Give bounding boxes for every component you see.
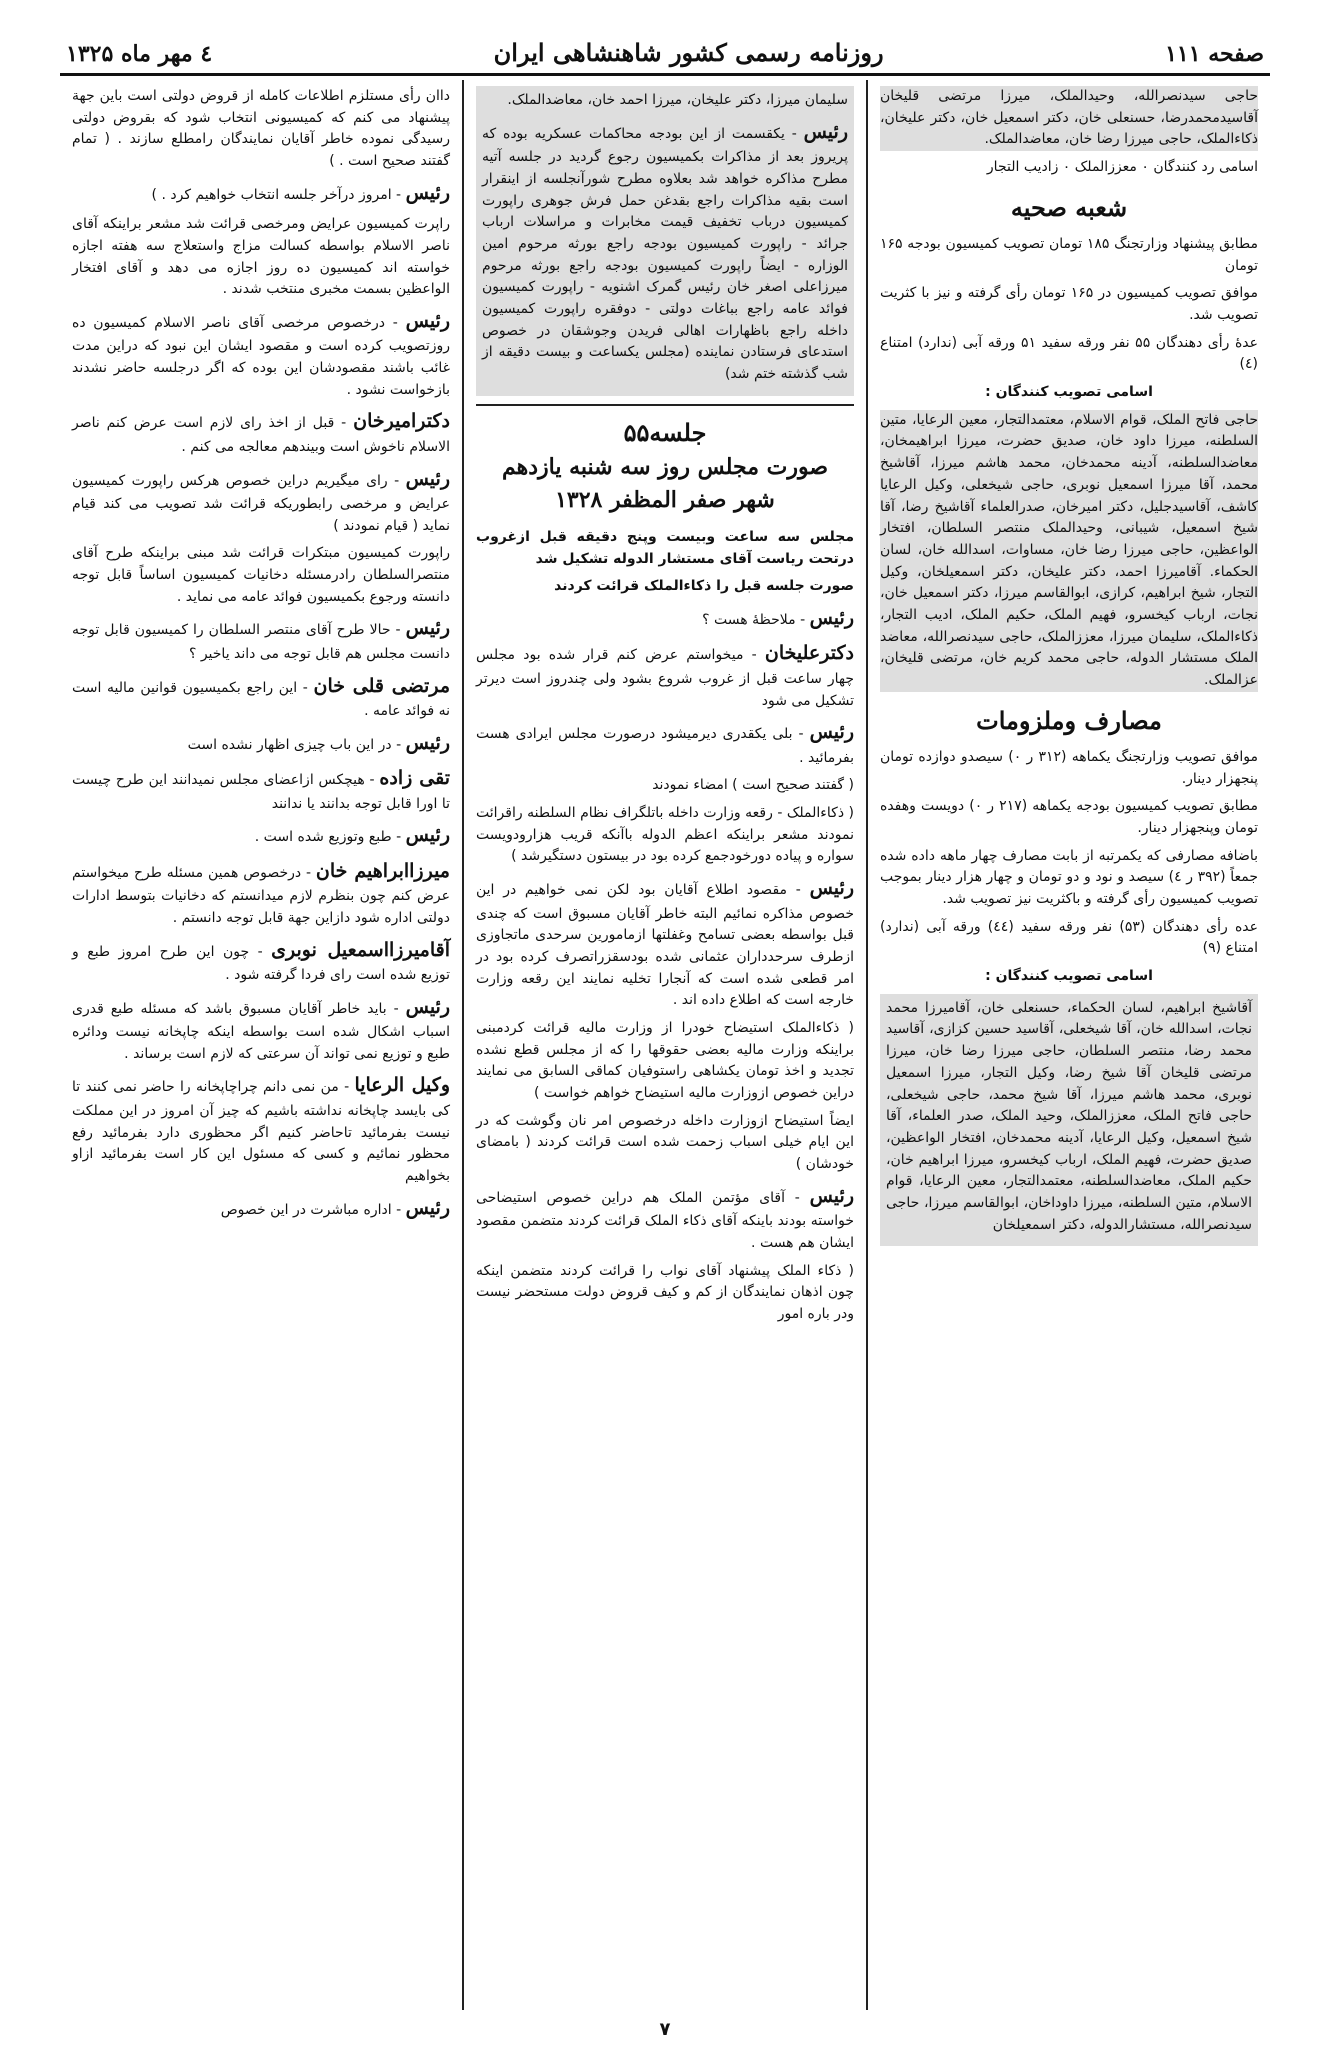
speech-text: - اداره مباشرت در این خصوص <box>220 1201 402 1218</box>
speech-text: - هیچکس ازاعضای مجلس نمیدانند این طرح چیست تا اورا قابل توجه بدانند یا ندانند <box>72 772 450 812</box>
speaker-name: تقی زاده <box>379 767 450 790</box>
section-heading-health: شعبه صحیه <box>1010 192 1128 222</box>
speaker-name: رئیس <box>809 1184 854 1207</box>
speech-text: - درخصوص مرخصی آقای ناصر الاسلام کمیسیون ده روزتصویب کرده است و مقصود ایشان این نبود که دراین مدت غائب باشند مقصودشان این بوده که اگر درجلسه حاضر نشدند بازخواست نشود . <box>72 314 450 398</box>
speaker-name: رئیس <box>405 995 451 1018</box>
paragraph <box>476 639 854 712</box>
speaker-name: دکترامیرخان <box>353 410 451 433</box>
paragraph: عده رأی دهندگان (۵۳) نفر ورقه سفید (٤٤) ورقه آبی (ندارد) امتناع (۹) <box>880 918 1258 957</box>
paragraph: اسامی رد کنندگان ۰ معززالملک ۰ زادیب التجار <box>986 159 1258 176</box>
approvers-list-2 <box>880 994 1258 1247</box>
paragraph: ( ذکاءالملک - رقعه وزارت داخله باتلگراف نظام السلطنه راقرائت نمودند مشعر براینکه اعظم الدوله باآنکه قریب هزارودویست سواره و پیاده دورخودجمع کرده بود در بیستون دستگیرشد ) <box>476 805 854 865</box>
speech-text: - بلی یکقدری دیرمیشود درصورت مجلس ایرادی هست بفرمائید . <box>476 726 854 766</box>
speaker-name: رئیس <box>405 731 450 754</box>
speaker-name: میرزاابراهیم خان <box>315 859 450 882</box>
approvers-list-1 <box>880 410 1258 692</box>
paragraph: آقاشیخ ابراهیم، لسان الحکماء، حسنعلی خان، آقامیرزا محمد نجات، اسدالله خان، آقا شیخعلی، آقاسید حسین کزازی، آقاسید محمد رضا، منتصر السلطان، حاجی میرزا رضا خان، میرزا مرتضی قلیخان آقا شیخ رضا، وکیل التجار، میرزا اسمعیل نوبری، محمد هاشم میرزا، آقا شیخ محمد، حاجی شیخعلی، حاجی فاتح الملک، معززالملک، وحید الملک، صدر العلماء، آقا شیخ اسمعیل، وکیل الرعایا، آدینه محمدخان، افتخار الواعظین، صدیق حضرت، فهیم الملک، ارباب کیخسرو، میرزا ابراهیم خان، حکیم الملک، معاضدالسلطنه، معتمدالتجار، معین الرعایا، قوام الاسلام، متین السلطنه، میرزا داوداخان، ابوالقاسم میرزا، حاجی سیدنصرالله، مستشارالدوله، دکتر اسمعیلخان <box>886 999 1252 1233</box>
paragraph <box>72 307 450 402</box>
paragraph <box>72 764 450 815</box>
paragraph <box>72 936 450 987</box>
right-shaded-intro <box>880 86 1258 151</box>
paragraph <box>72 1194 450 1223</box>
speaker-name: رئیس <box>405 467 450 490</box>
paragraph: ایضاً استیضاح ازوزارت داخله درخصوص امر نان وگوشت که در این ایام خیلی اسباب زحمت شده است قرائت کردند ( بامضای خودشان ) <box>476 1112 854 1173</box>
paragraph <box>476 1182 854 1255</box>
newspaper-title: روزنامه رسمی کشور شاهنشاهی ایران <box>493 38 884 67</box>
speaker-name: دکترعلیخان <box>764 642 854 665</box>
paragraph <box>72 672 450 723</box>
speech-text: - باید خاطر آقایان مسبوق باشد که مسئله طبع قدری اسباب اشکال شده است بواسطه اینکه چاپخانه نیست ودائره طبع و توزیع نمی تواند آن سرعتی که لازم است برساند . <box>72 1000 450 1062</box>
speech-text: - مقصود اطلاع آقایان بود لکن نمی خواهیم در این خصوص مذاکره نمائیم البته خاطر آقایان مسبوق است که چندی قبل بواسطه بعضی تسامح وغفلتها ازمامورین سرحدی ماتجاوزی ازطرف سرحدداران عثمانی شده بودسقزراتصرف کرده بود در امر قطعی شده است که آنجارا تخلیه نمایند این رقعه وزارت خارجه است که اطلاع داده اند . <box>476 882 854 1009</box>
issue-date: ٤ مهر ماه ۱۳۲۵ <box>66 41 213 67</box>
speaker-name: وکیل الرعایا <box>354 1074 450 1097</box>
session-number: جلسه۵۵ <box>623 417 707 447</box>
speaker-name: رئیس <box>405 1196 450 1219</box>
speech-text: - آقای مؤتمن الملک هم دراین خصوص استیضاحی خواسته بودند باینکه آقای ذکاء الملک قرائت کردند متضمن مقصود ایشان هم هست . <box>476 1189 854 1251</box>
speech-text: - قبل از اخذ رای لازم است عرض کنم ناصر الاسلام ناخوش است وبیندهم معالجه می کنم . <box>72 415 450 455</box>
names-heading: اسامی تصویب کنندگان : <box>985 384 1153 401</box>
paragraph: راپورت کمیسیون مبتکرات قرائت شد مبنی براینکه طرح آقای منتصرالسلطان رادرمسئله دخانیات کمیسیون اساساً قابل توجه دانسته ورجوع بکمیسیون فوائد عامه می نماید . <box>72 545 450 605</box>
middle-shaded-top <box>476 86 854 396</box>
speaker-name: رئیس <box>809 877 854 900</box>
paragraph <box>72 857 450 930</box>
speech-text: - من نمی دانم چراچاپخانه را حاضر نمی کنند تا کی بایسد چاپخانه نداشته باشیم که چیز آن امروز در این مملکت نیست بفرمائید تاحاضر کنیم اگر محظوری دارد بفرمائید رفع محظور نمائیم و کسی که مسئول این کار است بفرمائید ازاو بخواهیم <box>72 1079 450 1184</box>
columns <box>60 80 1270 2010</box>
paragraph <box>72 1071 450 1187</box>
speech-text: - این راجع بکمیسیون قوانین مالیه است نه فوائد عامه . <box>72 679 450 719</box>
paragraph <box>72 729 450 758</box>
speech-text: - ملاحظهٔ هست ؟ <box>702 611 806 628</box>
paragraph <box>72 179 450 208</box>
paragraph: حاجی سیدنصرالله، وحیدالملک، میرزا مرتضی قلیخان آقاسیدمحمدرضا، حسنعلی خان، دکتر اسمعیل خان، دکتر علیخان، ذکاءالملک، حاجی میرزا رضا خان، معاضدالملک. <box>880 88 1258 148</box>
session-title-line-2: شهر صفر المظفر ۱۳۲۸ <box>555 486 775 513</box>
right-column <box>868 80 1270 2010</box>
paragraph: مطابق پیشنهاد وزارتجنگ ۱۸۵ تومان تصویب کمیسیون بودجه ۱۶۵ تومان <box>880 235 1258 274</box>
paragraph: صورت جلسه قبل را ذکاءالملک قرائت کردند <box>554 578 854 595</box>
session-header <box>476 414 854 517</box>
divider <box>476 404 854 406</box>
session-title-line-1: صورت مجلس روز سه شنبه یازدهم <box>501 453 829 480</box>
middle-column <box>464 80 868 2010</box>
speaker-name: رئیس <box>803 120 848 143</box>
paragraph: باضافه مصارفی که یکمرتبه از بابت مصارف چهار ماهه داده شده جمعاً (۳۹۲ ر ٤) سیصد و نود و دو تومان و چهار هزار دینار بموجب تصویب کمیسیون رأی گرفته و باکثریت نیز تصویب شد. <box>880 847 1258 907</box>
speech-text: - امروز درآخر جلسه انتخاب خواهیم کرد . ) <box>151 186 402 203</box>
speech-text: - یکقسمت از این بودجه محاکمات عسکریه بوده که پریروز بعد از مذاکرات بکمیسیون رجوع گردید در جلسه آتیه مطرح مذاکره خواهد شد بعلاوه مطرح شورآنجلسه از اینقرار است بقیه مذاکرات راجع بقدغن حمل فرش جوهری راپورت کمیسیون درباب تخفیف قیمت مخابرات و مراسلات ارباب جرائد - راپورت کمیسیون بودجه راجع بورثه مرحوم امین الوزاره - ایضاً راپورت کمیسیون بودجه راجع بورثه مرحوم میرزاعلی اصغر خان رئیس گمرک اشنویه - راپورت کمیسیون فوائد عامه راجع بباغات دولتی - دوفقره راپورت کمیسیون داخله راجع باظهارات اهالی فریدن وجوشقان در خصوص استدعای فرستادن نماینده (مجلس یکساعت و بیست دقیقه از شب گذشته ختم شد) <box>482 125 848 382</box>
paragraph: ( ذکاء الملک پیشنهاد آقای نواب را قرائت کردند متضمن اینکه چون اذهان نمایندگان از کم و کیف قروض دولت مستحضر نیست ودر باره امور <box>476 1262 854 1322</box>
speech-text: - رای میگیریم دراین خصوص هرکس راپورت کمیسیون عرایض و مرخصی رابطوریکه قرائت شد تصویب می کند قیام نماید ( قیام نمودند ) <box>72 472 450 534</box>
paragraph: ( ذکاءالملک استیضاح خودرا از وزارت مالیه قرائت کردمبنی براینکه وزارت مالیه بعضی حقوقها را که از مجلس قطع نشده تجدید و اخذ تومان یکشاهی راستوفیان کماقی السابق می نمایند دراین خصوص ازوزارت مالیه استیضاح خواهم خواست ) <box>476 1019 854 1101</box>
paragraph: حاجی فاتح الملک، قوام الاسلام، معتمدالتجار، معین الرعایا، متین السلطنه، میرزا داود خان، صدیق حضرت، میرزا ابراهیمخان، معاضدالسلطنه، آدینه محمدخان، محمد هاشم میرزا، آقاشیخ محمد، آقا میرزا اسمعیل نوبری، حاجی شیخعلی، وکیل الرعایا کاشف، آقاسیدجلیل، دکتر امیرخان، صدرالعلماء آقاشیخ رضا، آقا شیخ اسمعیل، شیبانی، وحیدالملک منتصر السلطان، افتخار الواعظین، حاجی میرزا رضا خان، مساوات، اسدالله خان، لسان الحکماء. آقامیرزا احمد، دکتر علیخان، دکتر اسمعیلخان، وکیل التجار، شیخ ابراهیم، کرازی، ابوالقاسم میرزا، دکتر اسمعیل خان، نجات، ارباب کیخسرو، فهیم الملک، حکیم الملک، ادیب التجار، ذکاءالملک، سلیمان میرزا، معززالملک، حاجی سیدنصرالله، معاضد الملک مستشار الدوله، حاجی محمد کریم خان، مرتضی قلیخان، عزالملک. <box>880 411 1258 688</box>
paragraph: مطابق تصویب کمیسیون بودجه یکماهه (۲۱۷ ر ۰) دویست وهفده تومان وپنجهزار دینار. <box>880 798 1258 836</box>
paragraph: سلیمان میرزا، دکتر علیخان، میرزا احمد خان، معاضدالملک. <box>507 92 848 108</box>
paragraph: موافق تصویب وزارتجنگ یکماهه (۳۱۲ ر ۰) سیصدو دوازده تومان پنجهزار دینار. <box>880 748 1258 787</box>
speaker-name: رئیس <box>405 181 450 204</box>
paragraph <box>72 407 450 458</box>
left-column <box>60 80 464 2010</box>
page-label: صفحه ۱۱۱ <box>1165 41 1264 67</box>
speaker-name: رئیس <box>405 824 450 847</box>
paragraph <box>476 874 854 1012</box>
speaker-name: رئیس <box>405 309 451 332</box>
speaker-name: رئیس <box>809 721 854 744</box>
speaker-name: رئیس <box>809 606 854 629</box>
page-number: ۷ <box>659 2019 671 2040</box>
speaker-name: رئیس <box>405 617 451 640</box>
speech-text: - حالا طرح آقای منتصر السلطان را کمیسیون قابل توجه دانست مجلس هم قابل توجه می داند یاخیر ؟ <box>72 622 450 662</box>
names-heading: اسامی تصویب کنندگان : <box>985 968 1153 985</box>
paragraph <box>72 465 450 538</box>
paragraph <box>72 993 450 1066</box>
paragraph: موافق تصویب کمیسیون در ۱۶۵ تومان رأی گرفته و نیز با کثریت تصویب شد. <box>880 285 1258 323</box>
speaker-name: مرتضی قلی خان <box>313 674 451 697</box>
paragraph <box>482 118 848 386</box>
paragraph <box>476 604 854 633</box>
paragraph: راپرت کمیسیون عرایض ومرخصی قرائت شد مشعر براینکه آقای ناصر الاسلام بواسطه کسالت مزاج واستعلاج سه هفته اجازه خواسته اند کمیسیون ده روز اجازه می دهد و آقای افتخار الواعظین بسمت مخبری منتخب شدند . <box>72 216 450 298</box>
paragraph <box>72 821 450 850</box>
speech-text: - طبع وتوزیع شده است . <box>254 829 402 846</box>
paragraph: عدهٔ رأی دهندگان ۵۵ نفر ورقه سفید ۵۱ ورقه آبی (ندارد) امتناع (٤) <box>880 334 1258 373</box>
speech-text: - در این باب چیزی اظهار نشده است <box>187 736 402 753</box>
masthead <box>60 38 1270 76</box>
paragraph: مجلس سه ساعت وبیست وپنج دقیقه قبل ازغروب درتحت ریاست آقای مستشار الدوله تشکیل شد <box>476 528 854 567</box>
paragraph <box>476 718 854 769</box>
speech-text: - درخصوص همین مسئله طرح میخواستم عرض کنم چون بنظرم لازم میدانستم که دخانیات بتوسط ادارات دولتی اداره شود دازاین جهة قابل توجه دانستم . <box>72 864 450 926</box>
speaker-name: آقامیرزااسمعیل نوبری <box>271 938 450 961</box>
paragraph: ( گفتند صحیح است ) امضاء نمودند <box>652 777 854 794</box>
paragraph: داان رأی مستلزم اطلاعات کامله از قروض دولتی است باین جهة پیشنهاد می کنم که کمیسیونی انتخاب شود که بقروض دولتی رسیدگی نموده خاطر آقایان نمایندگان رامطلع سازند . ( تمام گفتند صحیح است . ) <box>72 88 450 170</box>
section-heading-expenses: مصارف وملزومات <box>976 705 1162 735</box>
speech-text: - میخواستم عرض کنم قرار شده بود مجلس چهار ساعت قبل از غروب شروع بشود ولی چندروز است دیرتر تشکیل می شود <box>476 647 854 709</box>
speech-text: - چون این طرح امروز طبع و توزیع شده است رای فردا گرفته شود . <box>72 943 450 983</box>
paragraph <box>72 614 450 665</box>
